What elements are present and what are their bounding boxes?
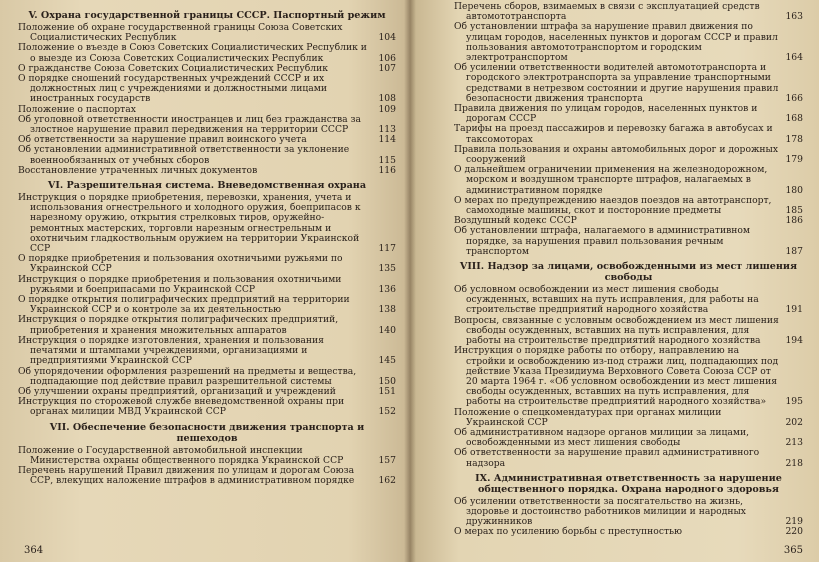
toc-entry (18, 315, 396, 335)
entry-title: О гражданстве Союза Советских Социалистических Республик (18, 62, 328, 74)
book-gutter (404, 0, 416, 562)
toc-entry (454, 63, 803, 104)
entry-title: Об установлении административной ответственности за уклонение военнообязанных от учебных сборов (18, 144, 350, 166)
toc-entry (18, 74, 396, 105)
entry-page: 114 (378, 134, 396, 146)
entry-title: Правила пользования и охраны автомобильных дорог и дорожных сооружений (454, 143, 779, 166)
entry-title: Инструкция о порядке работы по отбору, направлению на стройки и освобождению из-под стражи лиц, подпадающих под действие Указа Президиума Верховного Совета Союза ССР от 20 марта 1964 г. «Об условном освобождении из мест лишения свободы осужденных, вставших на путь исправления, для работы на строительстве предприятий народного хозяйства» (454, 345, 779, 408)
toc-entry (18, 367, 396, 387)
entry-title: Инструкция о порядке открытия полиграфических предприятий, приобретения и хранения множительных аппаратов (18, 314, 339, 336)
toc-entry (454, 316, 803, 347)
toc-entry (18, 166, 396, 176)
toc-entry (454, 428, 803, 448)
entry-title: Инструкция о порядке приобретения и пользования охотничьими ружьями и боеприпасами по Украинской ССР (18, 273, 342, 295)
entry-title: Тарифы на проезд пассажиров и перевозку багажа в автобусах и таксомоторах (454, 123, 773, 145)
entry-page: 191 (785, 304, 803, 316)
entry-page: 218 (785, 457, 803, 469)
entry-title: Об установлении штрафа, налагаемого в административном порядке, за нарушения правил пользования речным транспортом (454, 225, 751, 257)
toc-entry (454, 2, 803, 22)
toc-entry (18, 295, 396, 315)
toc-entry (454, 497, 803, 528)
section-heading: V. Охрана государственной границы СССР. Паспортный режим (28, 10, 386, 21)
entry-title: Воздушный кодекс СССР (454, 215, 577, 227)
entry-title: Перечень нарушений Правил движения по улицам и дорогам Союза ССР, влекущих наложение штрафов в административном порядке (18, 464, 355, 487)
toc-entry (18, 275, 396, 295)
entry-page: 151 (378, 385, 396, 397)
entry-page: 108 (378, 93, 396, 105)
entry-page: 194 (785, 335, 803, 347)
entry-title: Об ответственности за нарушение правил административного надзора (454, 447, 760, 469)
entry-page: 162 (378, 475, 396, 487)
toc-entry (454, 448, 803, 468)
entry-title: Об условном освобождении из мест лишения свободы осужденных, вставших на путь исправления, для работы на строительстве предприятий народного хозяйства (454, 284, 759, 316)
toc-entry (18, 23, 396, 43)
entry-title: Положение об охране государственной границы Союза Советских Социалистических Республик (18, 22, 343, 44)
page-number: 365 (783, 545, 803, 556)
entry-title: Об улучшении охраны предприятий, организаций и учреждений (18, 385, 336, 397)
toc-entry (18, 254, 396, 274)
left-contents (18, 10, 396, 486)
toc-entry (18, 336, 396, 367)
entry-page: 107 (378, 62, 396, 74)
entry-page: 202 (785, 416, 803, 428)
entry-page: 106 (378, 52, 396, 64)
entry-page: 186 (785, 215, 803, 227)
entry-page: 180 (785, 184, 803, 196)
entry-title: О порядке открытия полиграфических предприятий на территории Украинской ССР и о контроле за их деятельностью (18, 294, 350, 316)
entry-page: 187 (785, 245, 803, 257)
toc-entry (454, 196, 803, 216)
entry-page: 109 (378, 103, 396, 115)
entry-title: О мерах по предупреждению наездов поездов на автотранспорт, самоходные машины, скот и посторонние предметы (454, 194, 772, 217)
section-heading: IX. Административная ответственность за нарушение общественного порядка. Охрана народного здоровья (475, 472, 782, 495)
right-page (410, 0, 819, 562)
entry-page: 220 (785, 526, 803, 538)
entry-page: 164 (785, 52, 803, 64)
toc-entry (18, 446, 396, 466)
entry-page: 185 (785, 205, 803, 217)
toc-entry (454, 408, 803, 428)
entry-page: 136 (378, 283, 396, 295)
entry-page: 145 (378, 355, 396, 367)
entry-title: Положение о спецкомендатурах при органах милиции Украинской ССР (454, 406, 722, 428)
entry-title: Инструкция по сторожевой службе вневедомственной охраны при органах милиции МВД Украинской ССР (18, 396, 345, 418)
toc-entry (18, 193, 396, 254)
entry-title: Об ответственности за нарушение правил воинского учета (18, 134, 307, 146)
entry-title: Положение о въезде в Союз Советских Социалистических Республик и о выезде из Союза Советских Социалистических Республик (18, 42, 367, 64)
section-heading: VI. Разрешительная система. Вневедомственная охрана (47, 180, 367, 192)
section-heading: VII. Обеспечение безопасности движения транспорта и пешеходов (49, 421, 365, 444)
entry-title: О дальнейшем ограничении применения на железнодорожном, морском и воздушном транспорте штрафов, налагаемых в административном порядке (454, 164, 768, 196)
section-heading: VIII. Надзор за лицами, освобожденными из мест лишения свободы (459, 261, 798, 284)
toc-entry (454, 124, 803, 144)
toc-entry (18, 115, 396, 135)
entry-page: 179 (785, 154, 803, 166)
entry-title: Положение о паспортах (18, 103, 136, 115)
entry-page: 163 (785, 11, 803, 23)
toc-entry (454, 346, 803, 407)
toc-entry (18, 145, 396, 165)
toc-entry (18, 43, 396, 63)
page-number: 364 (24, 545, 44, 556)
entry-page: 140 (378, 324, 396, 336)
entry-title: О порядке приобретения и пользования охотничьими ружьями по Украинской ССР (18, 253, 343, 275)
entry-title: Об упорядочении оформления разрешений на предметы и вещества, подпадающие под действие правил разрешительной системы (18, 365, 357, 387)
entry-title: Инструкция о порядке приобретения, перевозки, хранения, учета и использования огнестрельного и холодного оружия, боеприпасов к нарезному оружию, открытия стрелковых тиров, оружейно-ремонтных мастерских, торговли нарезным огнестрельным и охотничьим гладкоствольным оружием на территории Украинской ССР (18, 192, 361, 255)
entry-title: Об установлении штрафа за нарушение правил движения по улицам городов, населенных пунктов и дорогам СССР и правил пользования автомототранспортом и городским электротранспортом (454, 21, 778, 64)
entry-title: Инструкция о порядке изготовления, хранения и пользования печатями и штампами учреждениями, организациями и предприятиями Украинской ССР (18, 334, 324, 367)
entry-page: 166 (785, 92, 803, 104)
entry-title: Восстановление утраченных личных документов (18, 164, 258, 176)
toc-entry (454, 22, 803, 63)
entry-page: 138 (378, 304, 396, 316)
entry-title: Об усилении ответственности за посягательство на жизнь, здоровье и достоинство работников милиции и народных дружинников (454, 495, 746, 528)
entry-page: 135 (378, 263, 396, 275)
entry-title: О мерах по усилению борьбы с преступностью (454, 526, 683, 538)
entry-page: 219 (785, 516, 803, 528)
entry-page: 178 (785, 133, 803, 145)
entry-page: 117 (378, 243, 396, 255)
toc-entry (454, 285, 803, 316)
entry-page: 115 (378, 154, 396, 166)
toc-entry (454, 527, 803, 537)
entry-page: 116 (378, 164, 396, 176)
entry-page: 213 (785, 437, 803, 449)
entry-page: 195 (785, 396, 803, 408)
entry-page: 104 (378, 32, 396, 44)
entry-page: 150 (378, 375, 396, 387)
entry-title: Перечень сборов, взимаемых в связи с эксплуатацией средств автомототранспорта (454, 1, 760, 23)
toc-entry (454, 145, 803, 165)
right-contents (454, 2, 803, 538)
entry-title: Вопросы, связанные с условным освобождением из мест лишения свободы осужденных, вставших на путь исправления, для работы на строительстве предприятий народного хозяйства (454, 314, 779, 347)
entry-page: 168 (785, 113, 803, 125)
entry-page: 152 (378, 406, 396, 418)
entry-title: О порядке сношений государственных учреждений СССР и их должностных лиц с учреждениями и должностными лицами иностранных государств (18, 73, 327, 105)
entry-page: 113 (378, 124, 396, 136)
entry-title: Об уголовной ответственности иностранцев и лиц без гражданства за злостное нарушение правил передвижения на территории СССР (18, 113, 361, 136)
entry-title: Положение о Государственной автомобильной инспекции Министерства охраны общественного порядка Украинской ССР (18, 444, 344, 466)
entry-title: Правила движения по улицам городов, населенных пунктов и дорогам СССР (454, 103, 758, 125)
toc-entry (18, 466, 396, 486)
toc-entry (454, 104, 803, 124)
toc-entry (454, 226, 803, 257)
entry-title: Об усилении ответственности водителей автомототранспорта и городского электротранспорта за управление транспортными средствами в нетрезвом состоянии и другие нарушения правил безопасности движения транспорта (454, 62, 779, 104)
entry-page: 157 (378, 454, 396, 466)
toc-entry (18, 397, 396, 417)
entry-title: Об административном надзоре органов милиции за лицами, освобожденными из мест лишения свободы (454, 426, 750, 449)
toc-entry (454, 165, 803, 196)
